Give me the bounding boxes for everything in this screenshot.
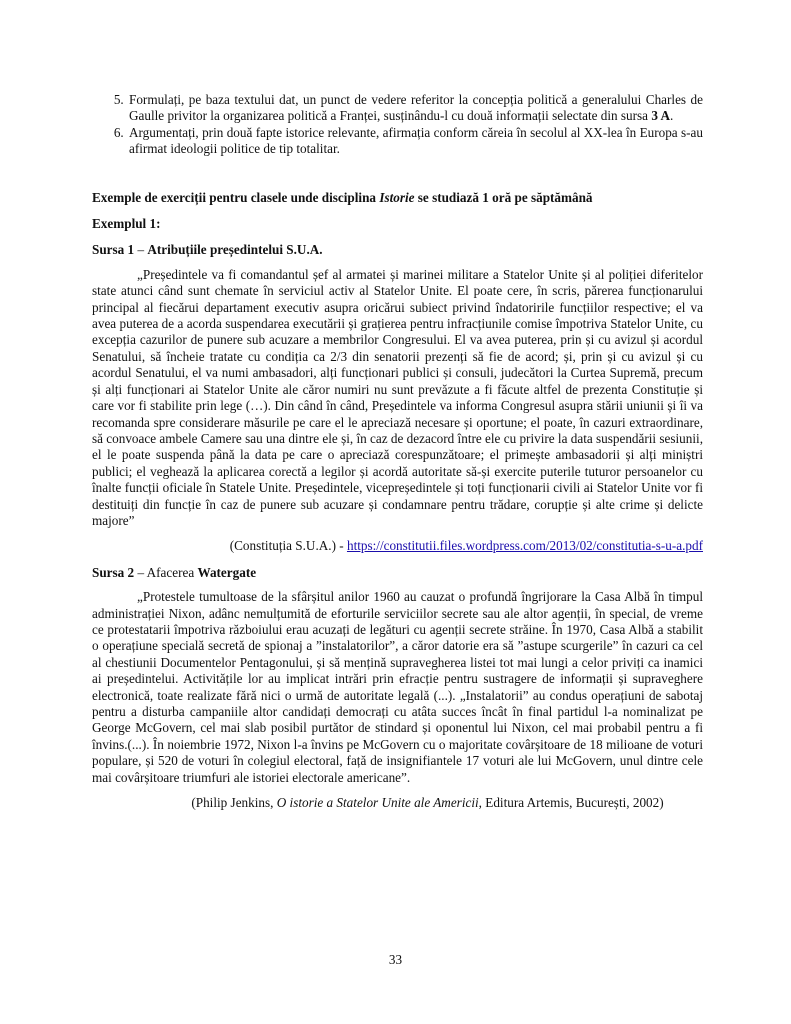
source2-title: Watergate: [197, 564, 257, 580]
source2-heading: [92, 565, 703, 581]
source2-citation-title: O istorie a Statelor Unite ale Americii: [276, 795, 479, 811]
source1-heading: [92, 242, 703, 258]
source1-citation-text: (Constituția S.U.A.) -: [229, 538, 347, 554]
question-5-end: .: [670, 108, 674, 124]
question-5: [127, 92, 703, 125]
section-title-part2: se studiază 1 oră pe săptămână: [414, 189, 593, 205]
section-title: [92, 190, 703, 206]
source2-block: [92, 589, 703, 811]
question-5-text: Formulați, pe baza textului dat, un punct de vedere referitor la concepția politică a generalului Charles de Gaulle privitor la organizarea politică a Franței, susținându-l cu două informații selectate din sursa: [129, 92, 703, 124]
question-5-bold-ref: 3 A: [651, 108, 671, 124]
source1-title: Atribuțiile președintelui S.U.A.: [147, 242, 323, 258]
source1-citation-link[interactable]: https://constitutii.files.wordpress.com/2013/02/constitutia-s-u-a.pdf: [346, 538, 703, 554]
section-title-italic: Istorie: [379, 189, 415, 205]
section-title-part1: Exemple de exerciții pentru clasele unde disciplina: [92, 189, 380, 205]
source2-citation-author: (Philip Jenkins,: [191, 795, 277, 811]
question-list: [92, 92, 703, 158]
source1-label: Sursa 1: [92, 242, 135, 258]
source2-quote: „Protestele tumultoase de la sfârșitul anilor 1960 au cauzat o profundă îngrijorare la Casa Albă în timpul administrației Nixon, adânc nemulțumită de eforturile serviciilor secrete sau ale altor agenții, în special, de vreme ce protestatarii împotriva războiului erau acuzați de legături cu agenții secrete străine. În 1970, Casa Albă a stabilit o operațiune specială secretă de spionaj a ”instalatorilor”, a căror datorie era să ”astupe scurgerile” în cazuri ca cel al chestiunii Documentelor Pentagonului, și să mențină supravegherea listei tot mai lungi a celor priviți ca inamici ai președintelui. Activitățile lor au implicat intrări prin efracție pentru sustragere de informații și supraveghere electronică, toate realizate fără nici o urmă de autoritate legală (...). „Instalatorii” au condus operațiuni de sabotaj pentru a disturba campaniile altor candidați democrați cu atâta succes încât în final partidul l-a nominalizat pe George McGovern, cel mai slab posibil purtător de stindard și oponentul lui Nixon, cel mai probabil pentru a fi învins.(...). În noiembrie 1972, Nixon l-a învins pe McGovern cu o majoritate covârșitoare de 18 milioane de voturi populare, și 520 de voturi în colegiul electoral, față de insignifiantele 17 voturi ale lui McGovern, unul dintre cele mai covârșitoare triumfuri ale istoriei electorale americane”.: [92, 589, 703, 785]
source1-quote: „Președintele va fi comandantul șef al armatei și marinei militare a Statelor Unite și al poliției diferitelor state atunci când sunt chemate în serviciul activ al Statelor Unite. El poate cere, în scris, părerea funcționarului principal al fiecărui departament executiv asupra oricărui subiect privind îndatoririle funcțiilor respective; el va avea puterea de a acorda suspendarea executării și grațierea pentru infracțiunile comise împotriva Statelor Unite, cu excepția cazurilor de punere sub acuzare a membrilor Congresului. El va avea puterea, prin și cu avizul și acordul Senatului, să încheie tratate cu condiția ca 2/3 din senatorii prezenți să fie de acord; și, prin și cu avizul și cu acordul Senatului, el va numi ambasadori, alți funcționari publici și consuli, judecători la Curtea Supremă, precum și alți funcționari ai Statelor Unite ale căror numiri nu sunt prevăzute a fi făcute altfel de prezenta Constituție și care vor fi stabilite prin lege (…). Din când în când, Președintele va informa Congresul asupra stării uniunii și îi va recomanda spre considerare măsurile pe care el le apreciază necesare și oportune; el poate, în cazuri extraordinare, să convoace ambele Camere sau una dintre ele și, în caz de dezacord între ele cu privire la data suspendării sesiunii, el le poate suspenda până la data pe care o apreciază corespunzătoare; el primește ambasadorii și alți miniștri publici; el veghează la aplicarea corectă a legilor și acordă autoritate să-și exercite puterile tuturor persoanelor cu înalte funcții oficiale în Statele Unite. Președintele, vicepreședintele și toți funcționarii civili ai Statelor Unite vor fi destituiți din funcție în caz de punere sub acuzare și condamnare pentru trădare, corupție și alte crime și delicte majore”: [92, 266, 703, 528]
source1-dash: –: [134, 242, 148, 258]
source2-citation-rest: , Editura Artemis, București, 2002): [478, 795, 664, 811]
source1-citation: [92, 538, 703, 554]
question-6: [127, 125, 703, 158]
source2-dash: – Afacerea: [134, 564, 198, 580]
source2-label: Sursa 2: [92, 564, 135, 580]
source2-citation: [92, 795, 703, 811]
example-title: Exemplul 1:: [92, 216, 161, 232]
page-number: 33: [388, 952, 403, 967]
source1-block: [92, 267, 703, 555]
question-6-text: Argumentați, prin două fapte istorice relevante, afirmația conform căreia în secolul al XX-lea în Europa s-au afirmat ideologii politice de tip totalitar.: [129, 124, 703, 157]
